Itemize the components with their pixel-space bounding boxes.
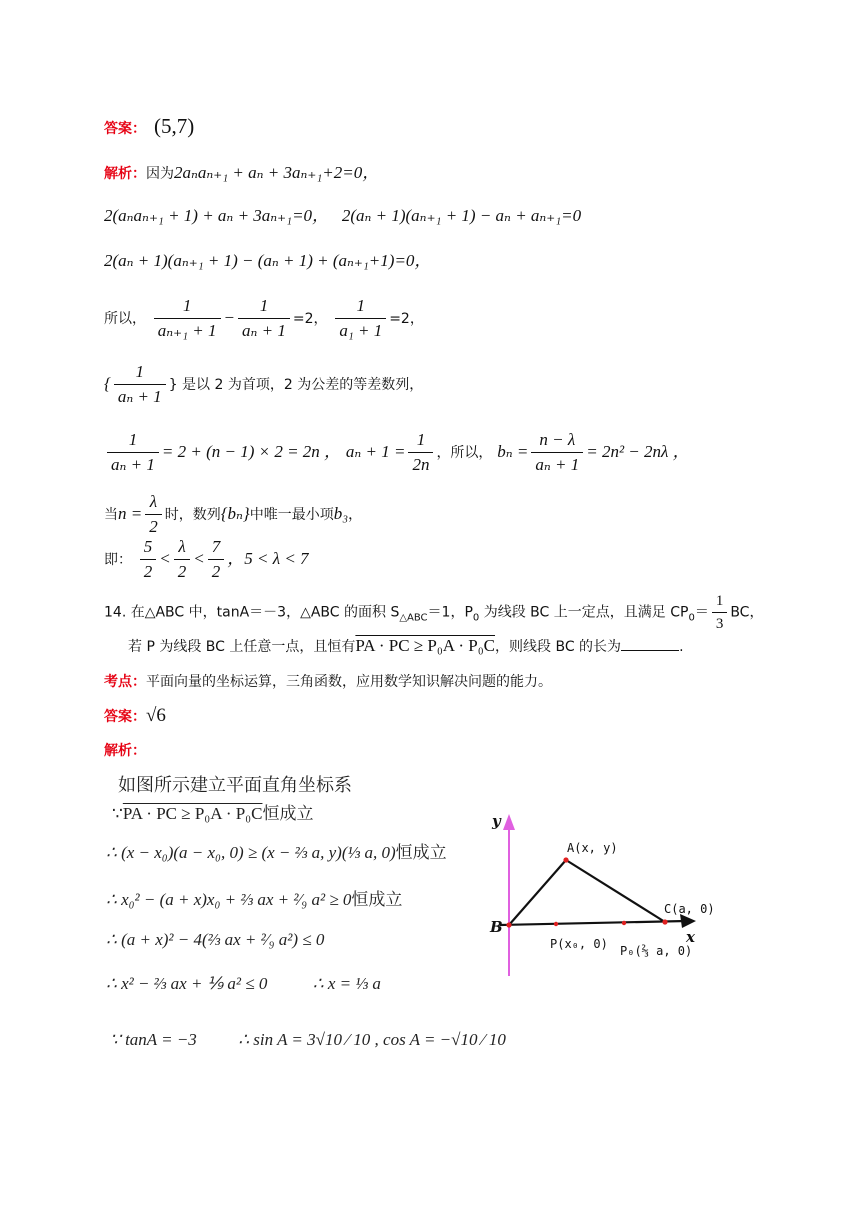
frac-5-2: $\frac{5}{2}$ [140, 537, 157, 583]
text-unique-min: 中唯一最小项 [249, 506, 334, 523]
sol-holds: 恒成立 [262, 804, 314, 824]
coordinate-figure [480, 808, 720, 984]
x-axis-arrow [680, 914, 696, 928]
sol-l3-holds: 恒成立 [395, 843, 447, 863]
q13-line4 [104, 296, 424, 342]
q14-stem2-b: ，则线段 BC 的长为 [495, 639, 622, 655]
q14-stem2-a: 若 P 为线段 BC 上任意一点，且恒有 [128, 639, 356, 655]
q13-line8 [104, 537, 309, 583]
A-label: A(x, y) [567, 841, 618, 855]
sol-line4 [106, 885, 402, 910]
point-P [554, 922, 558, 926]
sol-l7-tan: ∵ tanA = −3 [110, 1030, 197, 1049]
frac-one-third: $\frac{1}{3}$ [712, 592, 728, 633]
math-step2: 2(aₙ + 1)(aₙ₊₁ + 1) − aₙ + aₙ₊₁=0 [341, 206, 582, 225]
eq-two-b: =2， [389, 310, 424, 327]
y-axis-arrow [503, 814, 515, 830]
x-label: x [686, 928, 695, 946]
sol-line1: 如图所示建立平面直角坐标系 [118, 775, 352, 796]
frac-7-2: $\frac{7}{2}$ [208, 537, 225, 583]
sol-l3-math: ∴ (x − x₀)(a − x₀, 0) ≥ (x − ⅔ a, y)(⅓ a, 0) [106, 843, 396, 862]
point-P0 [622, 921, 626, 925]
text-so: 所以， [104, 310, 146, 327]
lt-1: < [159, 548, 171, 568]
text-so2: ，所以， [436, 444, 493, 461]
sol-l5-math: ∴ (a + x)² − 4(⅔ ax + ²⁄₉ a²) ≤ 0 [106, 930, 325, 949]
sol-vec: PA · PC ≥ P₀A · P₀C [122, 804, 263, 823]
q13-line6 [104, 430, 690, 476]
q14-sub-0b: 0 [688, 612, 695, 624]
q13-answer: (5,7) [154, 114, 195, 138]
point-A [563, 857, 568, 862]
point-C [662, 919, 667, 924]
answer-label: 答案： [104, 121, 146, 137]
sol-l6-math: ∴ x² − ⅔ ax + ⅑ a² ≤ 0 [106, 974, 268, 993]
q14-answer: √6 [146, 705, 166, 726]
math-bn: bₙ = [497, 441, 529, 461]
q14-vector-ineq: PA · PC ≥ P₀A · P₀C [355, 636, 496, 655]
y-label: y [492, 812, 501, 830]
math-step1: 2(aₙaₙ₊₁ + 1) + aₙ + 3aₙ₊₁=0， [104, 206, 330, 225]
sol-line6 [106, 974, 381, 994]
q14-stem-a: 14. 在△ABC 中，tanA＝－3，△ABC 的面积 S [104, 604, 400, 621]
text-when: 当 [104, 506, 118, 523]
sol-line5 [106, 930, 324, 950]
text-ie: 即： [104, 551, 132, 568]
frac-inv-an1: $\frac{1}{\text{aₙ₊₁ + 1}}$ [154, 296, 221, 342]
point-B [506, 922, 511, 927]
side-BA [509, 860, 566, 925]
C-label: C(a, 0) [664, 902, 715, 916]
analysis-label-14: 解析： [104, 743, 146, 759]
q14-answer-row [104, 705, 166, 728]
math-b3: b₃ [333, 503, 349, 523]
period: . [679, 639, 684, 655]
math-seq-bn: {bₙ} [220, 503, 250, 523]
frac-seq2: $\frac{1}{\text{aₙ + 1}}$ [107, 430, 159, 476]
answer-blank [621, 638, 679, 651]
B-label: B [490, 918, 503, 936]
q13-line3 [104, 251, 431, 271]
math-lambda-range: ，5 < λ < 7 [227, 548, 309, 568]
P-label: P(x₀, 0) [550, 937, 608, 951]
x-axis [500, 921, 686, 925]
sol-line3 [106, 838, 447, 863]
q14-stem-line2 [128, 636, 684, 656]
text-then-seq: 时，数列 [164, 506, 221, 523]
kaodian-label: 考点： [104, 674, 146, 690]
analysis-label: 解析： [104, 166, 146, 182]
q14-sub-0: 0 [472, 612, 480, 624]
q13-answer-row [104, 114, 194, 139]
frac-lambda-2b: $\frac{\lambda}{2}$ [174, 537, 191, 583]
frac-inv-a1: $\frac{1}{\text{a₁ + 1}}$ [335, 296, 386, 342]
frac-seq: $\frac{1}{\text{aₙ + 1}}$ [114, 362, 166, 408]
lt-2: < [193, 548, 205, 568]
sol-l4-math: ∴ x₀² − (a + x)x₀ + ⅔ ax + ²⁄₉ a² ≥ 0 [106, 890, 352, 909]
math-an-plus-1: aₙ + 1 = [345, 441, 406, 461]
q13-line2 [104, 206, 581, 226]
q14-stem-c: 为线段 BC 上一定点，且满足 CP [479, 604, 689, 621]
math-n-eq: n = [118, 503, 143, 523]
sol-line7 [110, 1030, 506, 1050]
q14-analysis-row [104, 741, 146, 760]
frac-lambda-2: $\frac{\lambda}{2}$ [145, 492, 162, 538]
text-arith-seq: } 是以 2 为首项，2 为公差的等差数列， [168, 376, 424, 393]
sol-l6-x: ∴ x = ⅓ a [312, 974, 381, 993]
sol-line2 [112, 799, 313, 824]
frac-inv-an: $\frac{1}{\text{aₙ + 1}}$ [238, 296, 290, 342]
sol-l7-sincos: ∴ sin A = 3√10 ⁄ 10 , cos A = −√10 ⁄ 10 [238, 1030, 506, 1049]
q14-stem-bc: BC， [730, 604, 764, 621]
sol-l4-holds: 恒成立 [351, 890, 403, 910]
q14-kaodian-row [104, 672, 552, 691]
math-step3: 2(aₙ + 1)(aₙ₊₁ + 1) − (aₙ + 1) + (aₙ₊₁+1)=0， [104, 251, 432, 270]
eq-two: =2， [292, 310, 328, 327]
q14-sub-abc: △ABC [399, 612, 428, 624]
frac-bn: $\frac{n - \lambda}{\text{aₙ + 1}}$ [531, 430, 583, 476]
kaodian-text: 平面向量的坐标运算，三角函数，应用数学知识解决问题的能力。 [146, 674, 552, 690]
q13-line5: { $\frac{1}{\text{aₙ + 1}}$ } 是以 2 为首项，2 为公差的等差数列， [104, 362, 424, 407]
because-sym: ∵ [112, 804, 123, 824]
text-because: 因为 [146, 166, 174, 182]
P0-label: P₀(⅔ a, 0) [620, 944, 693, 958]
answer-label-14: 答案： [104, 709, 146, 725]
q14-stem-b: ＝1，P [427, 604, 473, 621]
math-recurrence: 2aₙaₙ₊₁ + aₙ + 3aₙ₊₁+2=0， [174, 163, 380, 182]
q13-analysis-line1 [104, 163, 379, 183]
q13-line7 [104, 492, 362, 538]
minus-sign: − [223, 307, 236, 327]
frac-one-2n: $\frac{1}{2n}$ [408, 430, 433, 476]
math-general-term: = 2 + (n − 1) × 2 = 2n ， [161, 441, 342, 461]
math-bn-result: = 2n² − 2nλ ， [586, 441, 690, 461]
q14-stem-line1 [104, 592, 763, 633]
side-AC [566, 860, 665, 922]
q14-stem-eq: ＝ [694, 604, 709, 621]
comma: ， [348, 506, 363, 523]
